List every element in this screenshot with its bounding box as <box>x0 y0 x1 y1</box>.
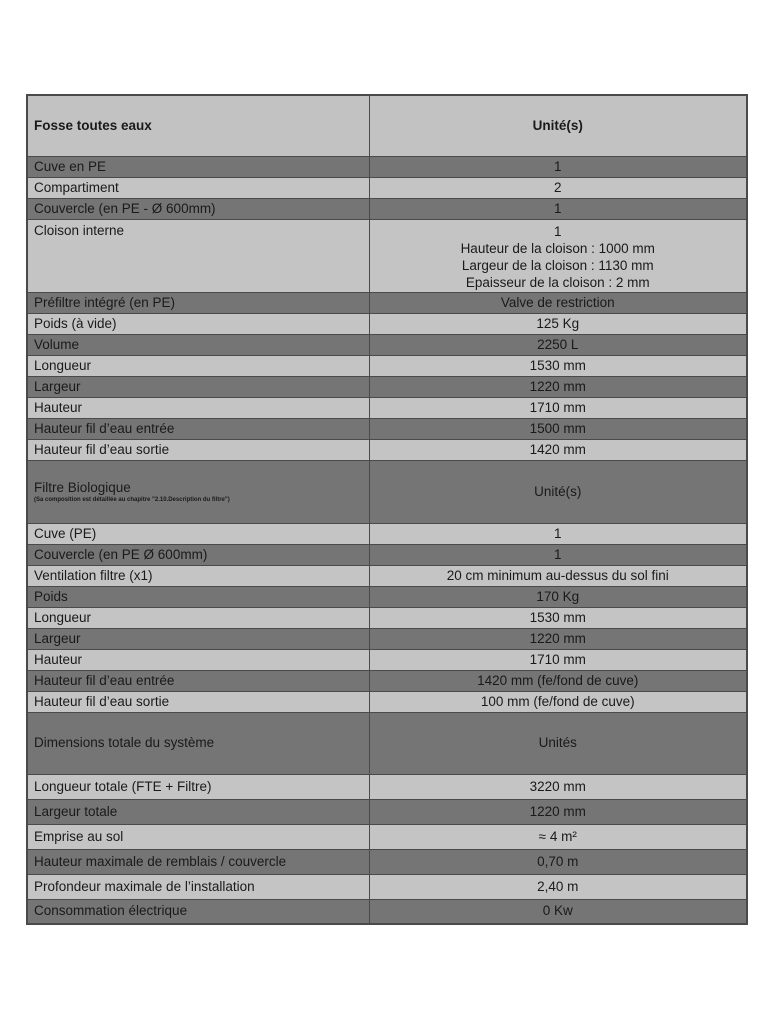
row-value: 1 <box>369 523 747 544</box>
filtre-header-note: (Sa composition est détaillée au chapitre "2.10.Description du filtre") <box>34 496 230 503</box>
row-label: Poids (à vide) <box>27 313 369 334</box>
row-label: Longueur <box>27 355 369 376</box>
row-label: Cuve en PE <box>27 156 369 177</box>
table-row <box>27 670 747 691</box>
row-label: Hauteur <box>27 649 369 670</box>
cloison-line: 1 <box>553 223 562 239</box>
row-label: Ventilation filtre (x1) <box>27 565 369 586</box>
row-value: Valve de restriction <box>369 292 747 313</box>
row-value: 170 Kg <box>369 586 747 607</box>
row-label: Compartiment <box>27 177 369 198</box>
row-label: Hauteur fil d’eau sortie <box>27 691 369 712</box>
row-label: Couvercle (en PE Ø 600mm) <box>27 544 369 565</box>
table-row <box>27 799 747 824</box>
table-row <box>27 334 747 355</box>
row-value: 3220 mm <box>369 774 747 799</box>
table-row <box>27 565 747 586</box>
row-label: Largeur totale <box>27 799 369 824</box>
row-label: Couvercle (en PE - Ø 600mm) <box>27 198 369 219</box>
row-value: 1420 mm (fe/fond de cuve) <box>369 670 747 691</box>
table-row <box>27 439 747 460</box>
row-value: 1710 mm <box>369 649 747 670</box>
table-row <box>27 418 747 439</box>
row-label: Hauteur fil d’eau sortie <box>27 439 369 460</box>
filtre-header-cell <box>27 460 369 523</box>
row-label: Profondeur maximale de l’installation <box>27 874 369 899</box>
row-value: 1500 mm <box>369 418 747 439</box>
row-label: Longueur totale (FTE + Filtre) <box>27 774 369 799</box>
row-label: Poids <box>27 586 369 607</box>
row-value: 1 <box>369 544 747 565</box>
row-label: Hauteur <box>27 397 369 418</box>
row-label: Cloison interne <box>27 219 369 292</box>
table-row <box>27 292 747 313</box>
table-row <box>27 874 747 899</box>
table-row <box>27 523 747 544</box>
row-value: 1530 mm <box>369 607 747 628</box>
row-value: 100 mm (fe/fond de cuve) <box>369 691 747 712</box>
table-row <box>27 544 747 565</box>
header-label: Fosse toutes eaux <box>27 95 369 156</box>
table-row <box>27 355 747 376</box>
row-label: Volume <box>27 334 369 355</box>
row-label: Consommation électrique <box>27 899 369 924</box>
row-value: ≈ 4 m² <box>369 824 747 849</box>
section-header-filtre <box>27 460 747 523</box>
row-value: 1220 mm <box>369 628 747 649</box>
row-value: 1710 mm <box>369 397 747 418</box>
table-header-row <box>27 95 747 156</box>
table-row <box>27 156 747 177</box>
row-label: Emprise au sol <box>27 824 369 849</box>
table-row <box>27 607 747 628</box>
cloison-line: Epaisseur de la cloison : 2 mm <box>465 274 650 290</box>
row-value: 0,70 m <box>369 849 747 874</box>
row-value: 1 <box>369 198 747 219</box>
table-row <box>27 313 747 334</box>
row-label: Largeur <box>27 376 369 397</box>
table-row <box>27 899 747 924</box>
cloison-line: Hauteur de la cloison : 1000 mm <box>460 240 655 256</box>
filtre-header-unit: Unité(s) <box>369 460 747 523</box>
table-row <box>27 397 747 418</box>
table-row <box>27 177 747 198</box>
cloison-details <box>369 219 747 292</box>
filtre-header-label: Filtre Biologique <box>34 479 131 495</box>
systeme-header-unit: Unités <box>369 712 747 774</box>
table-row <box>27 628 747 649</box>
table-row <box>27 198 747 219</box>
table-row-cloison <box>27 219 747 292</box>
row-label: Hauteur fil d’eau entrée <box>27 670 369 691</box>
specification-table <box>26 94 748 925</box>
row-value: 1420 mm <box>369 439 747 460</box>
section-header-systeme <box>27 712 747 774</box>
systeme-header-label: Dimensions totale du système <box>27 712 369 774</box>
row-label: Hauteur fil d’eau entrée <box>27 418 369 439</box>
table-row <box>27 774 747 799</box>
row-value: 2250 L <box>369 334 747 355</box>
table-row <box>27 824 747 849</box>
row-value: 2 <box>369 177 747 198</box>
table-row <box>27 376 747 397</box>
header-unit: Unité(s) <box>369 95 747 156</box>
row-value: 1220 mm <box>369 376 747 397</box>
row-value: 20 cm minimum au-dessus du sol fini <box>369 565 747 586</box>
cloison-line: Largeur de la cloison : 1130 mm <box>461 257 654 273</box>
row-label: Préfiltre intégré (en PE) <box>27 292 369 313</box>
table-row <box>27 649 747 670</box>
row-label: Cuve (PE) <box>27 523 369 544</box>
row-label: Hauteur maximale de remblais / couvercle <box>27 849 369 874</box>
row-value: 125 Kg <box>369 313 747 334</box>
row-value: 1530 mm <box>369 355 747 376</box>
row-label: Largeur <box>27 628 369 649</box>
table-row <box>27 849 747 874</box>
table-row <box>27 586 747 607</box>
row-value: 1 <box>369 156 747 177</box>
row-value: 1220 mm <box>369 799 747 824</box>
row-value: 0 Kw <box>369 899 747 924</box>
row-label: Longueur <box>27 607 369 628</box>
row-value: 2,40 m <box>369 874 747 899</box>
table-row <box>27 691 747 712</box>
